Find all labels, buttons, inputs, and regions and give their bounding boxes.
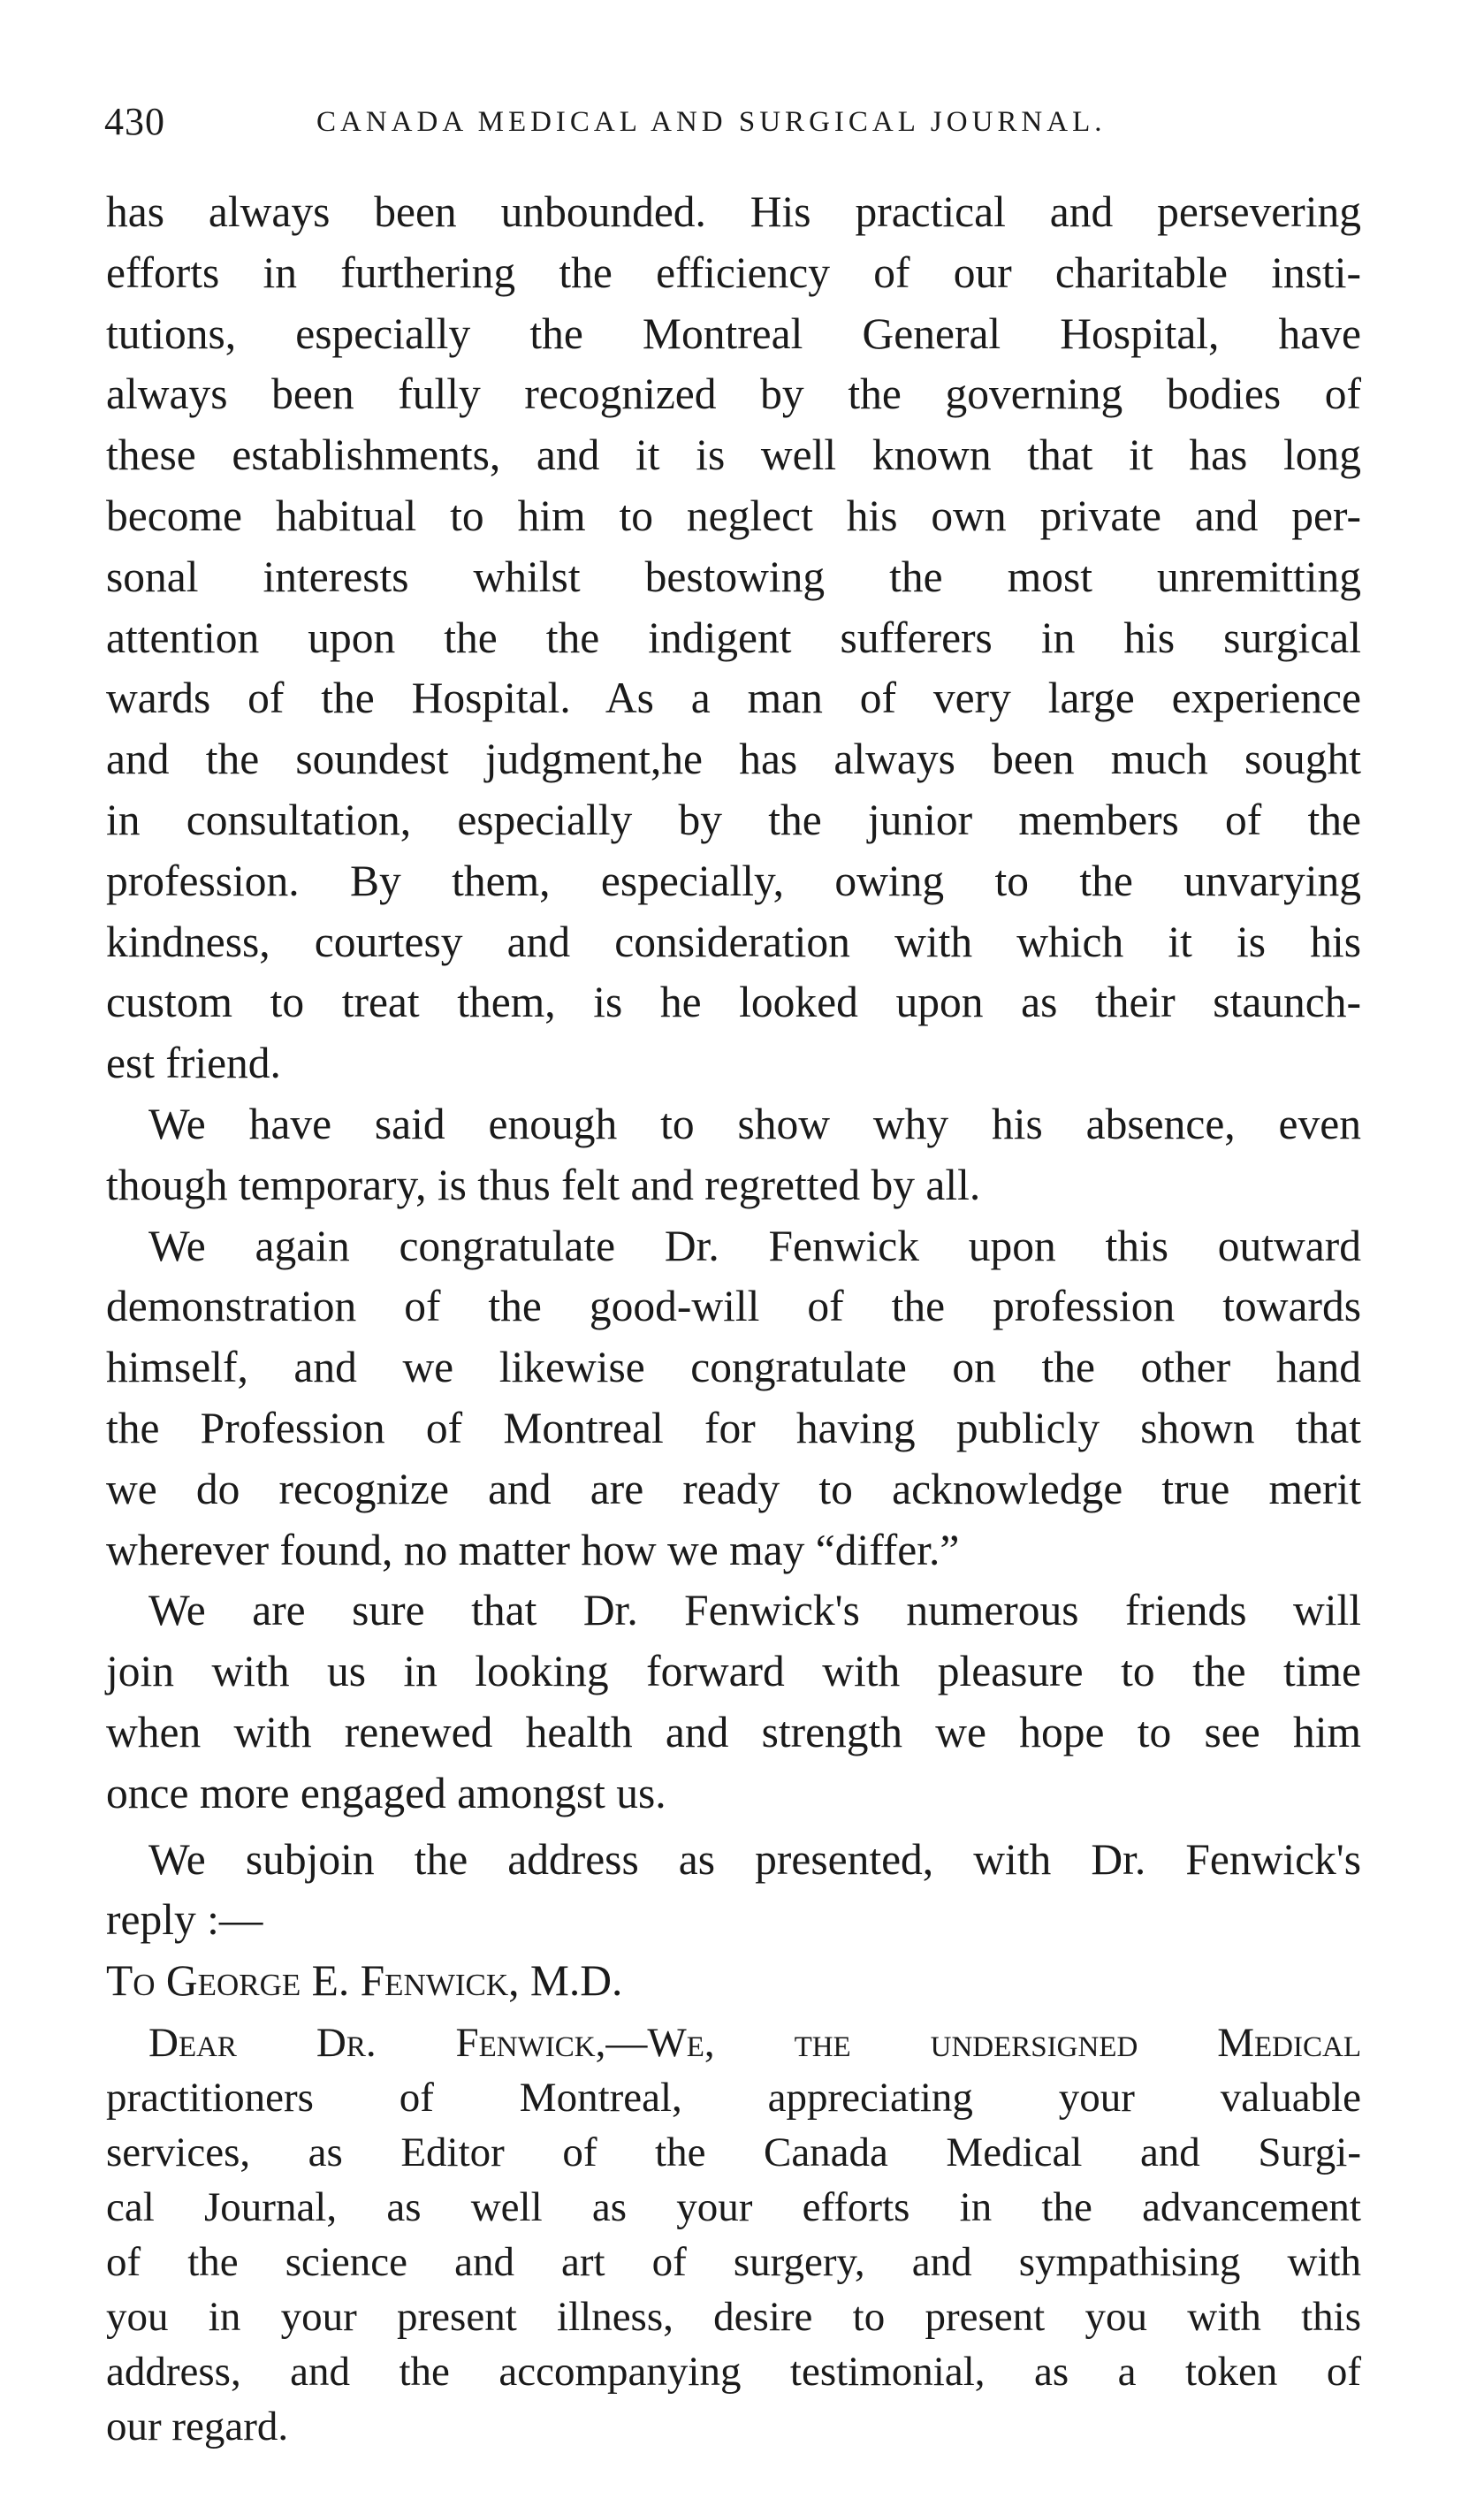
text-line: our regard. — [106, 2403, 289, 2449]
text-line: tutions, especially the Montreal General Hospital, have — [106, 309, 1361, 358]
text-line: wherever found, no matter how we may “differ.” — [106, 1525, 960, 1574]
address-salutation: To George E. Fenwick, M.D. — [106, 1956, 623, 2006]
text-line: profession. By them, especially, owing to the unvarying — [106, 856, 1361, 905]
text-line: himself, and we likewise congratulate on the other hand — [106, 1343, 1361, 1392]
paragraph-1 — [106, 182, 1361, 1094]
text-line: kindness, courtesy and consideration with which it is his — [106, 917, 1361, 966]
text-line: once more engaged amongst us. — [106, 1768, 666, 1817]
text-line: custom to treat them, is he looked upon as their staunch- — [106, 978, 1361, 1027]
text-line: has always been unbounded. His practical and persevering — [106, 187, 1361, 236]
text-line: services, as Editor of the Canada Medical and Surgi- — [106, 2129, 1361, 2175]
paragraph-2 — [106, 1094, 1361, 1216]
text-line: though temporary, is thus felt and regretted by all. — [106, 1160, 981, 1209]
page-number: 430 — [104, 100, 165, 143]
text-line: of the science and art of surgery, and sympathising with — [106, 2238, 1361, 2285]
text-line: reply :— — [106, 1895, 263, 1945]
text-line: always been fully recognized by the governing bodies of — [106, 369, 1361, 419]
text-line: when with renewed health and strength we hope to see him — [106, 1707, 1361, 1756]
page-header — [104, 99, 1359, 152]
text-line: wards of the Hospital. As a man of very large experience — [106, 674, 1361, 723]
address-text — [106, 2015, 1361, 2454]
text-line: cal Journal, as well as your efforts in the advancement — [106, 2183, 1361, 2230]
text-line: the Profession of Montreal for having publicly shown that — [106, 1403, 1361, 1452]
text-line: sonal interests whilst bestowing the most unremitting — [106, 552, 1361, 601]
text-line: these establishments, and it is well known that it has long — [106, 430, 1361, 480]
text-line: in consultation, especially by the junior members of the — [106, 795, 1361, 844]
running-head: CANADA MEDICAL AND SURGICAL JOURNAL. — [316, 106, 1107, 138]
text-line: demonstration of the good-will of the profession towards — [106, 1282, 1361, 1331]
text-line: join with us in looking forward with pleasure to the time — [106, 1647, 1361, 1696]
text-line: We subjoin the address as presented, with Dr. Fenwick's — [148, 1834, 1361, 1884]
text-line: attention upon the the indigent sufferers in his surgical — [106, 613, 1361, 662]
text-line: practitioners of Montreal, appreciating your valuable — [106, 2074, 1361, 2121]
text-line: we do recognize and are ready to acknowledge true merit — [106, 1464, 1361, 1513]
text-line: you in your present illness, desire to present you with this — [106, 2293, 1361, 2340]
paragraph-5 — [106, 1830, 1361, 1952]
article-body — [106, 182, 1361, 2454]
text-line: efforts in furthering the efficiency of our charitable insti- — [106, 248, 1361, 297]
text-line: We have said enough to show why his absence, even — [148, 1099, 1361, 1148]
paragraph-3 — [106, 1216, 1361, 1581]
paragraph-4 — [106, 1581, 1361, 1824]
text-line: est friend. — [106, 1039, 281, 1088]
text-line: and the soundest judgment,he has always been much sought — [106, 735, 1361, 784]
text-line: become habitual to him to neglect his own private and per- — [106, 491, 1361, 540]
text-line: Dear Dr. Fenwick,—We, the undersigned Medical — [148, 2019, 1361, 2066]
text-line: address, and the accompanying testimonial, as a token of — [106, 2348, 1361, 2395]
text-line: We again congratulate Dr. Fenwick upon this outward — [148, 1221, 1361, 1270]
text-line: We are sure that Dr. Fenwick's numerous friends will — [148, 1586, 1361, 1635]
